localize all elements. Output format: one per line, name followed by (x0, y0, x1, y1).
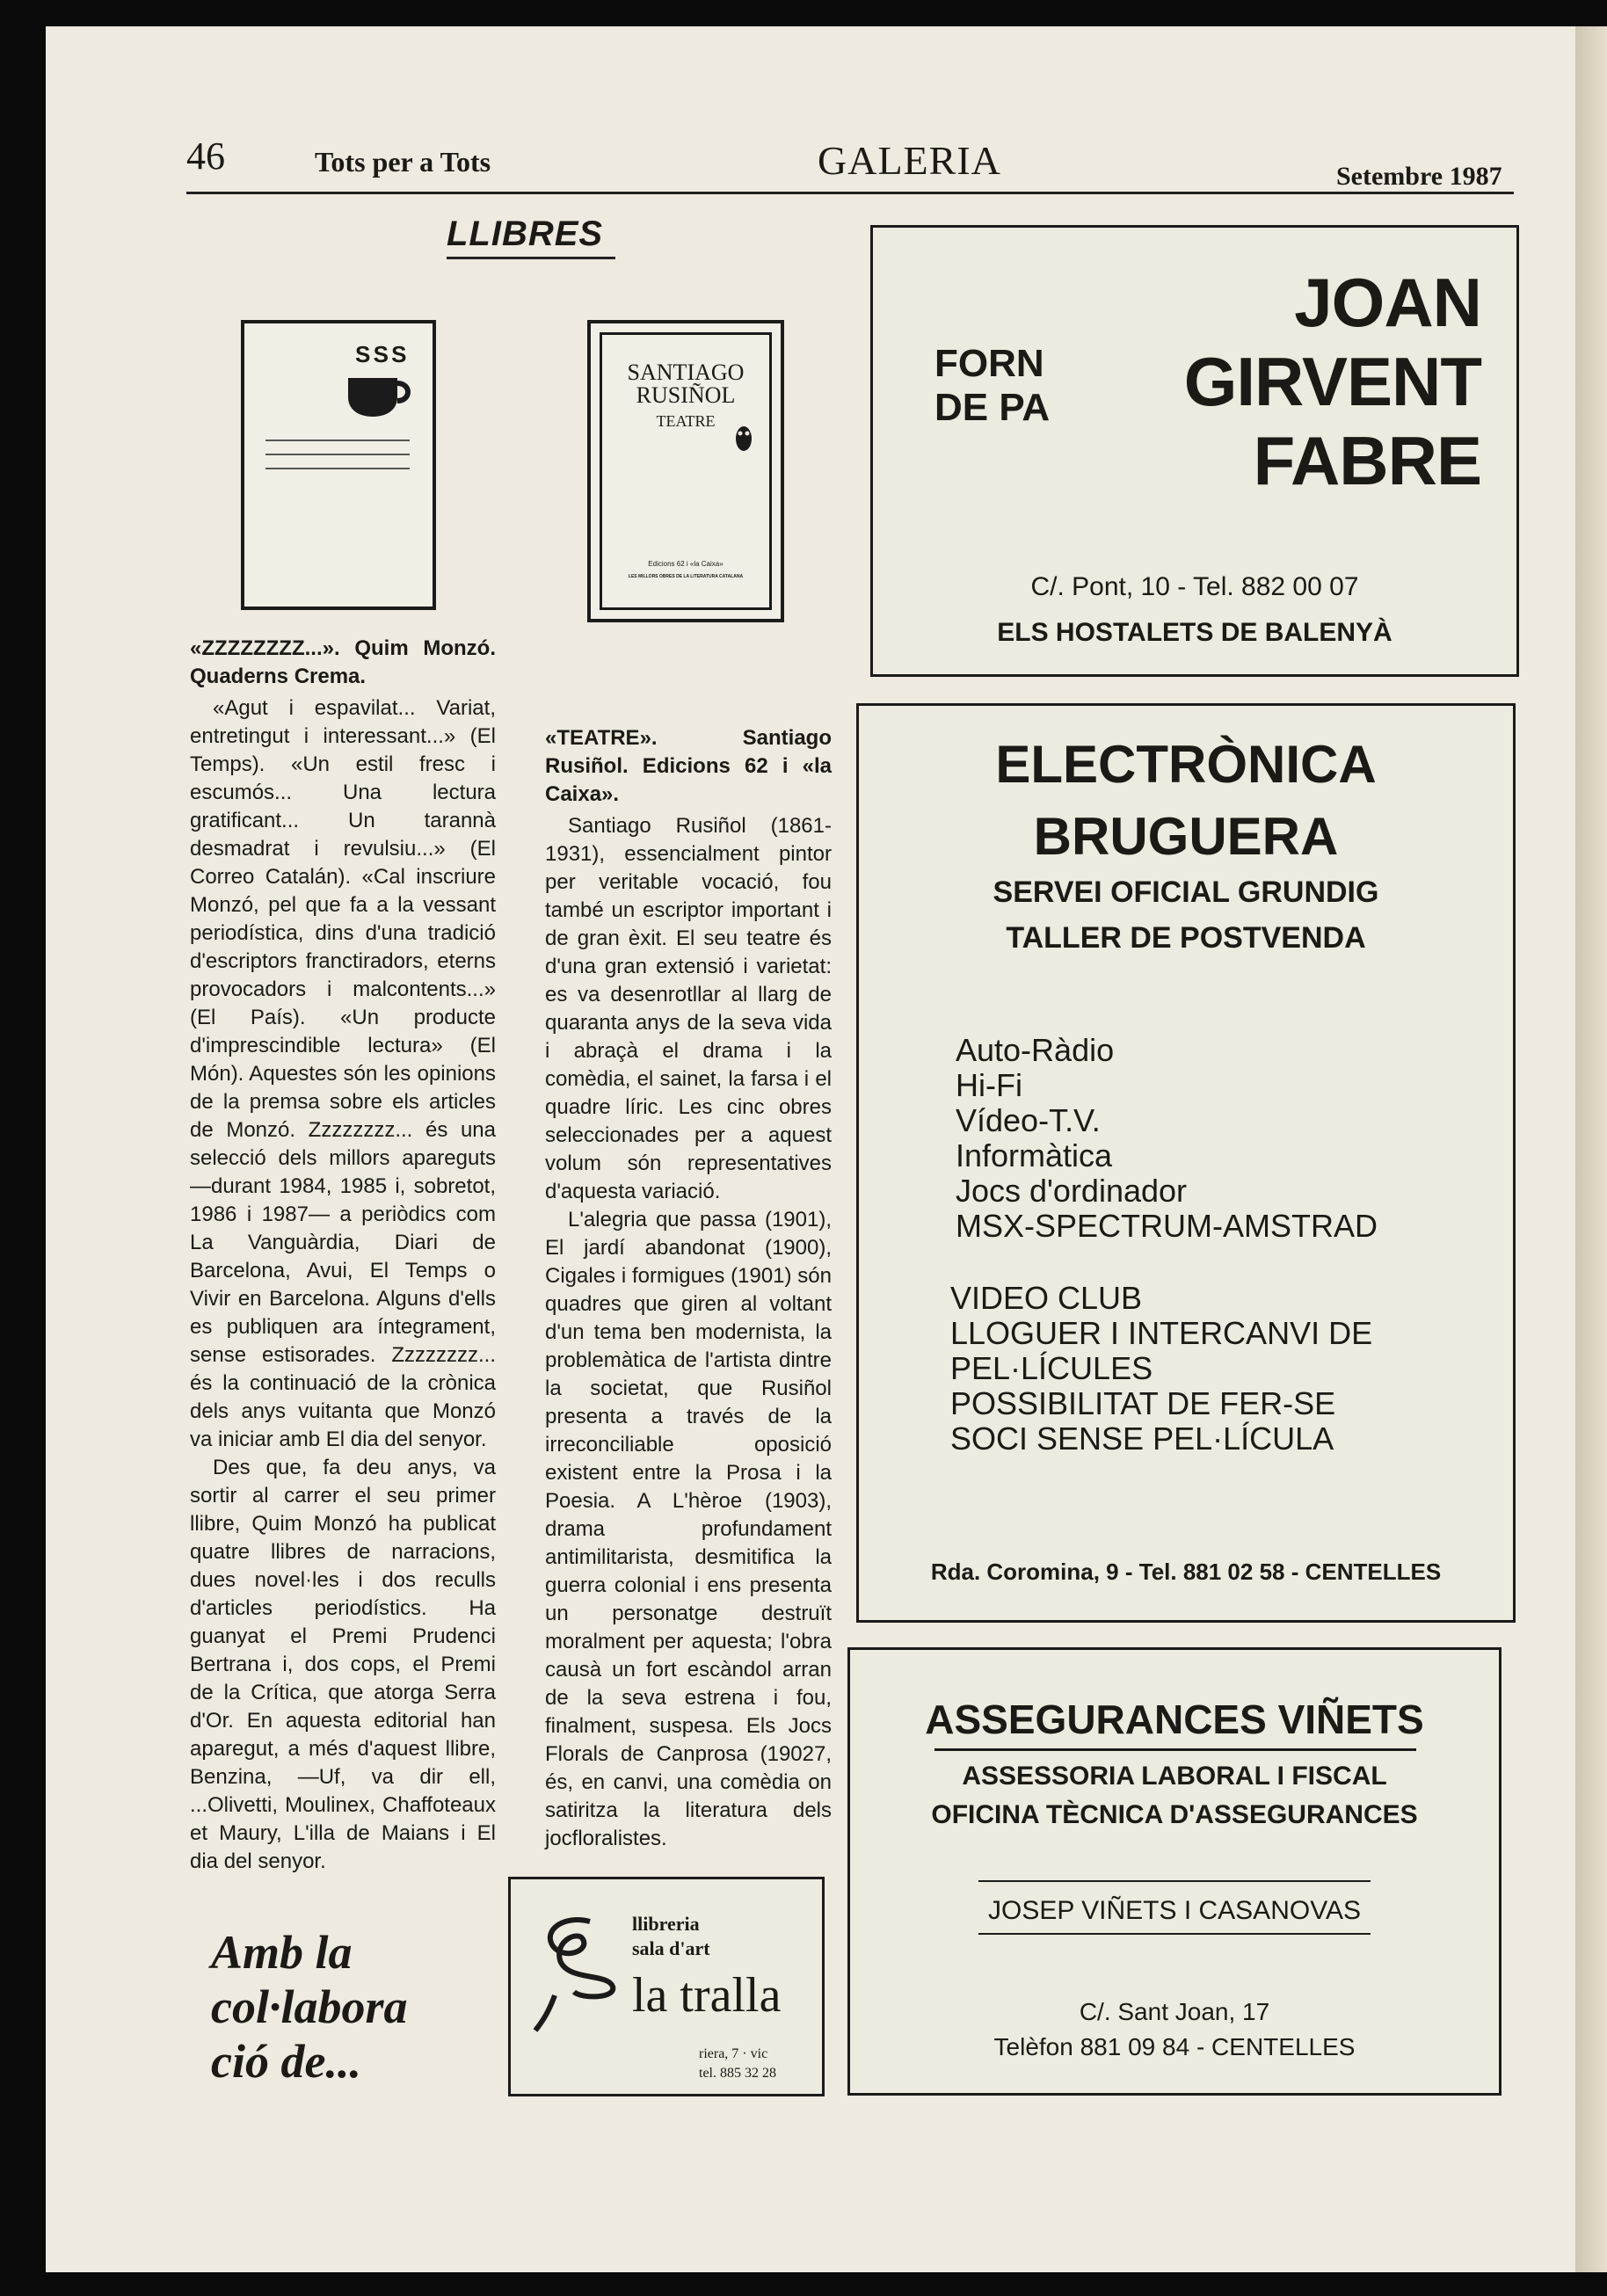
asseg-sub-line: OFICINA TÈCNICA D'ASSEGURANCES (931, 1800, 1418, 1829)
asseg-name: ASSEGURANCES VIÑETS (925, 1697, 1424, 1742)
service-item: Auto-Ràdio (956, 1032, 1115, 1068)
forn-category-line: FORN (934, 342, 1044, 385)
cover-series: LES MILLORS OBRES DE LA LITERATURA CATALANA (628, 574, 744, 579)
forn-category-line: DE PA (934, 386, 1051, 429)
asseg-person: JOSEP VIÑETS I CASANOVAS (987, 1896, 1361, 1925)
section-title: LLIBRES (447, 214, 604, 253)
page-edge (1575, 26, 1607, 2272)
forn-owner (1184, 263, 1481, 500)
cover-title: TEATRE (656, 412, 716, 430)
ad-la-tralla (508, 1877, 825, 2096)
electronica-address: Rda. Coromina, 9 - Tel. 881 02 58 - CENTELLES (930, 1559, 1442, 1585)
electronica-sub: SERVEI OFICIAL GRUNDIG (993, 876, 1379, 909)
cover-frame (600, 332, 772, 610)
forn-owner-line: GIRVENT (1183, 343, 1481, 420)
book1-article (190, 635, 496, 1876)
owl-icon (734, 423, 753, 453)
asseg-sub-line: ASSESSORIA LABORAL I FISCAL (962, 1762, 1387, 1791)
electronica-name-line: BRUGUERA (1033, 807, 1339, 866)
collaboration-tagline (211, 1925, 408, 2089)
header-rule (186, 192, 1514, 194)
forn-owner-line: FABRE (1253, 422, 1481, 499)
electronica-sub: TALLER DE POSTVENDA (1006, 921, 1366, 955)
electronica-video-club (950, 1281, 1372, 1457)
forn-category (934, 342, 1050, 430)
tagline-line: col·labora (211, 1980, 408, 2033)
book2-paragraph: L'alegria que passa (1901), El jardí abandonat (1900), Cigales i formigues (1901) són quadres que giren al voltant d'un tema ben modernista, la problemàtica de l'artista dintre la societat, que Rusiñol presenta a través de la irreconciliable oposició existent entre la Prosa i la Poesia. A L'hèroe (1903), drama profundament antimilitarista, desmitifica la guerra colonial i ens presenta un personatge destruït moralment per aquesta; l'obra causà un fort escàndol arran de la seva estrena i fou, finalment, suspesa. Els Jocs Florals de Canprosa (19027, és, en canvi, una comèdia on satiritza la literatura dels jocfloralistes. (545, 1208, 832, 1850)
video-club-line: PEL·LÍCULES (950, 1350, 1153, 1386)
cover-line (265, 454, 410, 455)
electronica-name-line: ELECTRÒNICA (995, 735, 1377, 794)
tralla-type: llibreria (632, 1913, 700, 1935)
cover-line (265, 440, 410, 441)
service-item: Hi-Fi (956, 1067, 1022, 1103)
asseg-phone: Telèfon 881 09 84 - CENTELLES (993, 2033, 1356, 2060)
section-title-underline (447, 257, 615, 259)
asseg-rule (978, 1880, 1371, 1882)
service-item: Vídeo-T.V. (956, 1102, 1101, 1138)
tagline-line: ció de... (211, 2035, 361, 2088)
steam-icon: S S S (355, 341, 405, 367)
ad-forn-de-pa (870, 225, 1519, 677)
cover-line (265, 468, 410, 469)
tralla-logo-icon (528, 1911, 625, 2034)
service-item: Jocs d'ordinador (956, 1173, 1188, 1209)
tralla-type-2: sala d'art (632, 1937, 710, 1959)
section-name: GALERIA (818, 138, 1001, 183)
cover-author: SANTIAGO RUSIÑOL (627, 360, 745, 408)
issue-date: Setembre 1987 (1336, 162, 1502, 191)
asseg-subtitle (850, 1757, 1499, 1835)
book2-title: «TEATRE». Santiago Rusiñol. Edicions 62 i «la Caixa». (545, 726, 832, 806)
book1-title: «ZZZZZZZZ...». Quim Monzó. Quaderns Crema. (190, 636, 496, 688)
video-club-line: POSSIBILITAT DE FER-SE (950, 1385, 1336, 1421)
service-item: Informàtica (956, 1137, 1113, 1173)
forn-town: ELS HOSTALETS DE BALENYÀ (997, 618, 1392, 647)
ad-electronica-bruguera (856, 703, 1516, 1623)
book1-paragraph: Des que, fa deu anys, va sortir al carrer el seu primer llibre, Quim Monzó ha publicat quatre llibres de narracions, dues novel·les i dos reculls d'articles periodístics. Ha guanyat el Premi Prudenci Bertrana i, dos cops, el Premi de la Crítica, que atorga Serra d'Or. En aquesta editorial han aparegut, a més d'aquest llibre, Benzina, —Uf, va dir ell, ...Olivetti, Moulinex, Chaffoteaux et Maury, L'illa de Maians i El dia del senyor. (190, 1456, 496, 1873)
page-number: 46 (186, 134, 225, 178)
video-club-line: SOCI SENSE PEL·LÍCULA (950, 1420, 1334, 1457)
book-cover-teatre (587, 320, 784, 622)
book2-paragraph: Santiago Rusiñol (1861-1931), essencialment pintor per veritable vocació, fou també un escriptor important i de gran èxit. El seu teatre és d'una gran extensió i varietat: es va desenrotllar al llarg de quaranta anys de la seva vida i abraçà el drama i la comèdia, el sainet, la farsa i el quadre líric. Les cinc obres seleccionades per a aquest volum són representatives d'aquesta variació. (545, 814, 832, 1203)
book1-paragraph: «Agut i espavilat... Variat, entretingut i interessant...» (El Temps). «Un estil fresc i escumós... Una lectura gratificant... Un tarannà desmadrat i revulsiu...» (El Correo Catalán). «Cal inscriure Monzó, pel que fa a la vessant periodística, dins d'una tradició d'escriptors franctiradors, eterns provocadors i malcontents...» (El País). «Un producte d'imprescindible lectura» (El Món). Aquestes són les opinions de la premsa sobre els articles de Monzó. Zzzzzzzz... és una selecció dels millors apareguts —durant 1984, 1985 i, sobretot, 1986 i 1987— a periòdics com La Vanguàrdia, Diari de Barcelona, Avui, El Temps o Vivir en Barcelona. Alguns d'ells es publiquen ara íntegrament, sense estisorades. Zzzzzzzz... és la continuació de la crònica dels anys vuitanta que Monzó va iniciar amb El dia del senyor. (190, 696, 496, 1451)
service-item: MSX-SPECTRUM-AMSTRAD (956, 1208, 1378, 1244)
video-club-line: LLOGUER I INTERCANVI DE (950, 1315, 1373, 1351)
book-cover-zzzzzzzz (241, 320, 436, 610)
electronica-services-list (956, 1033, 1378, 1244)
tagline-line: Amb la (211, 1926, 353, 1979)
book2-article (545, 724, 832, 1853)
electronica-services-header (859, 869, 1513, 961)
asseg-rule (978, 1933, 1371, 1935)
publication-name: Tots per a Tots (315, 146, 491, 178)
cover-publisher: Edicions 62 i «la Caixa» (648, 560, 724, 568)
tralla-phone: tel. 885 32 28 (699, 2066, 776, 2081)
coffee-cup-icon (343, 369, 415, 420)
ad-assegurances-vinets (847, 1647, 1502, 2096)
asseg-address: C/. Sant Joan, 17 (1079, 1998, 1270, 2025)
video-club-line: VIDEO CLUB (950, 1280, 1143, 1316)
asseg-rule (934, 1748, 1416, 1751)
electronica-name (859, 729, 1513, 873)
forn-owner-line: JOAN (1294, 264, 1481, 341)
tralla-name: la tralla (632, 1968, 782, 2023)
forn-address: C/. Pont, 10 - Tel. 882 00 07 (1030, 572, 1359, 601)
tralla-address: riera, 7 · vic (699, 2046, 768, 2061)
